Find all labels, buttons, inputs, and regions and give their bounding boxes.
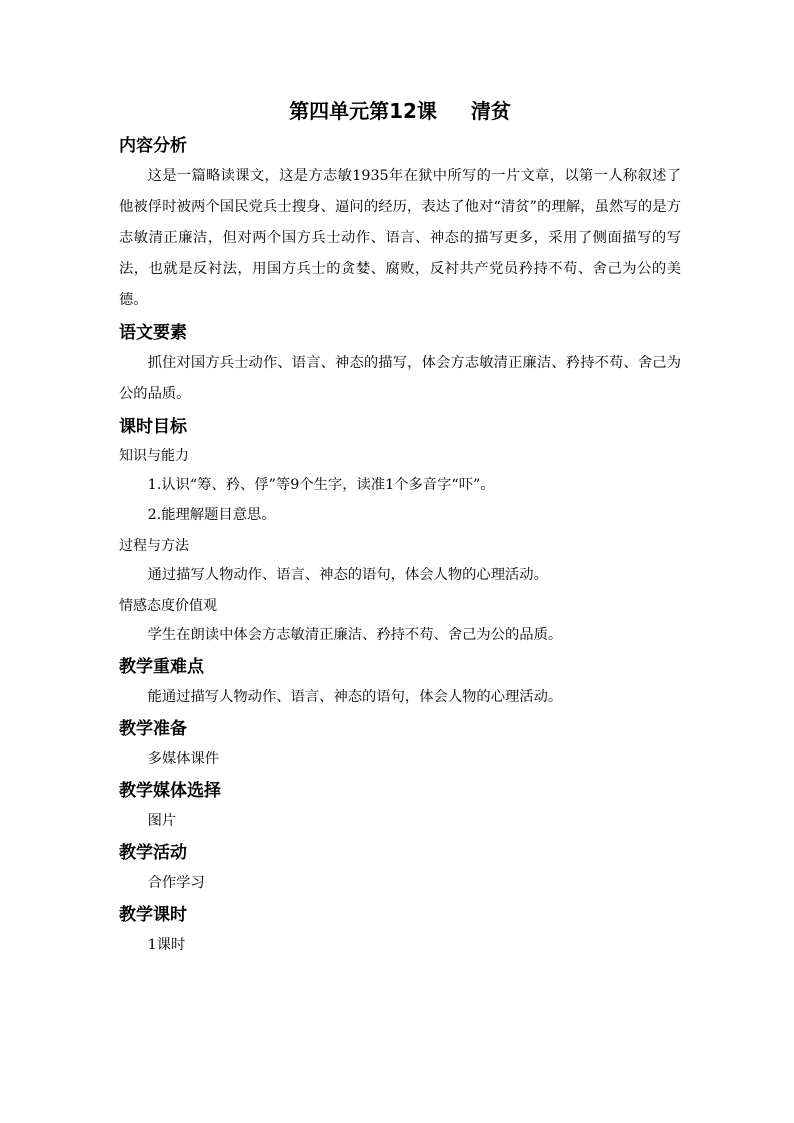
heading-language-elements: 语文要素 — [119, 323, 187, 343]
subheading-knowledge: 知识与能力 — [119, 448, 189, 464]
activity-text: 合作学习 — [147, 875, 205, 891]
content-analysis-text: 这是一篇略读课文，这是方志敏1935年在狱中所写的一片文章，以第一人称叙述了他被俘时被两个国民党兵士搜身、逼问的经历，表达了他对“清贫”的理解，虽然写的是方志敏清正廉洁，但对两个国方兵士动作、语言、神态的描写更多，采用了侧面描写的写法，也就是反衬法，用国方兵士的贪婪、腐败，反衬共产党员矜持不苟、舍己为公的美德。 — [119, 168, 681, 308]
heading-objectives: 课时目标 — [119, 417, 187, 437]
emotion-text: 学生在朗读中体会方志敏清正廉洁、矜持不苟、舍己为公的品质。 — [147, 627, 563, 643]
document-title — [119, 95, 681, 127]
lesson-number: 第四单元第12课 — [289, 99, 437, 123]
document-page — [119, 95, 681, 960]
language-elements-text: 抓住对国方兵士动作、语言、神态的描写，体会方志敏清正廉洁、矜持不苟、舍己为公的品质。 — [119, 355, 681, 402]
heading-key-points: 教学重难点 — [119, 657, 204, 677]
heading-content-analysis: 内容分析 — [119, 136, 187, 156]
key-points-text: 能通过描写人物动作、语言、神态的语句，体会人物的心理活动。 — [147, 689, 563, 705]
process-text: 通过描写人物动作、语言、神态的语句，体会人物的心理活动。 — [147, 567, 548, 583]
subheading-process: 过程与方法 — [119, 538, 189, 554]
heading-preparation: 教学准备 — [119, 719, 187, 739]
knowledge-item: 1.认识“筹、矜、俘”等9个生字，读准1个多音字“吓”。 — [147, 477, 495, 493]
heading-activity: 教学活动 — [119, 843, 187, 863]
periods-text: 1课时 — [147, 937, 186, 953]
knowledge-item: 2.能理解题目意思。 — [147, 507, 276, 523]
lesson-name: 清贫 — [470, 99, 511, 123]
heading-media: 教学媒体选择 — [119, 781, 221, 801]
media-text: 图片 — [147, 813, 177, 829]
subheading-emotion: 情感态度价值观 — [119, 598, 217, 614]
preparation-text: 多媒体课件 — [147, 751, 220, 767]
heading-periods: 教学课时 — [119, 905, 187, 925]
